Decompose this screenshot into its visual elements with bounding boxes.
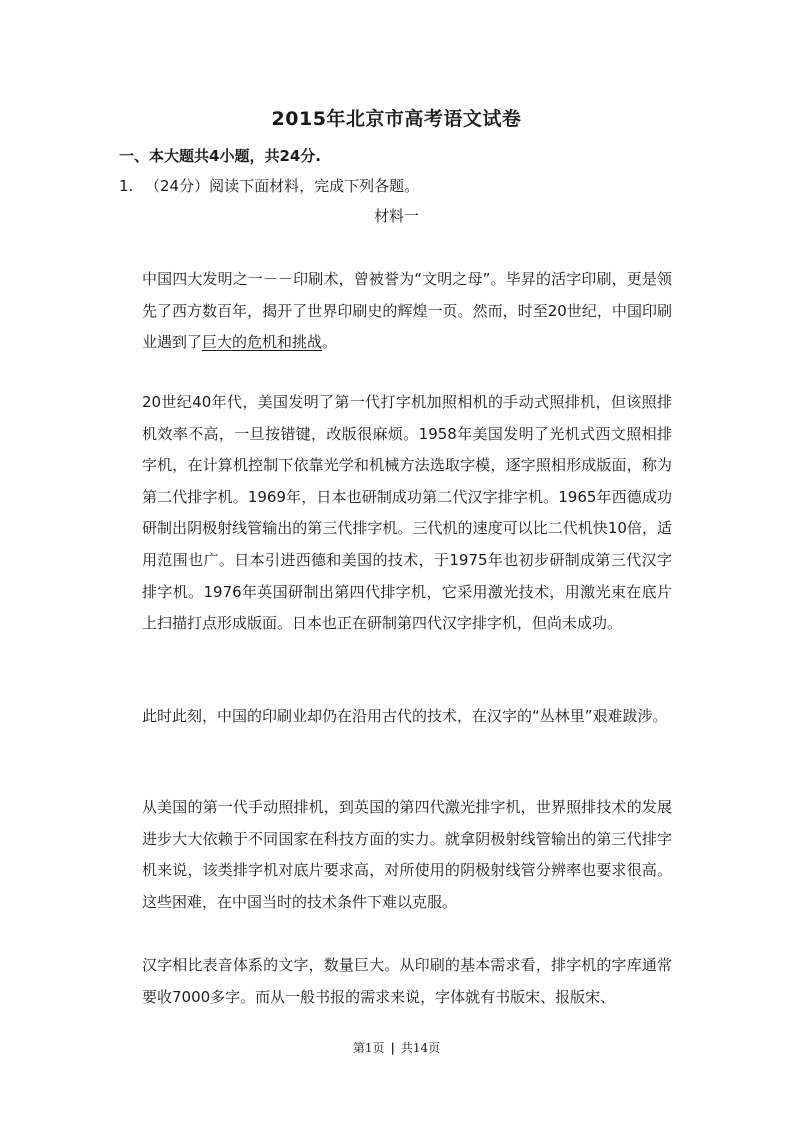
underlined-phrase: 巨大的危机和挑战	[202, 333, 323, 352]
page-total: 共14页	[400, 1041, 441, 1055]
paragraph-4: 从美国的第一代手动照排机，到英国的第四代激光排字机，世界照排技术的发展进步大大依赖于不同国家在科技方面的实力。就拿阴极射线管输出的第三代排字机来说，该类排字机对底片要求高，对所使用的阴极射线管分辨率也要求很高。这些困难，在中国当时的技术条件下难以克服。	[142, 798, 672, 911]
page-number: 第1页	[352, 1041, 385, 1055]
paragraph-2: 20世纪40年代，美国发明了第一代打字机加照相机的手动式照排机，但该照排机效率不高，一旦按错键，改版很麻烦。1958年美国发明了光机式西文照相排字机，在计算机控制下依靠光学和机械方法选取字模，逐字照相形成版面，称为第二代排字机。1969年，日本也研制成功第二代汉字排字机。1965年西德成功研制出阴极射线管输出的第三代排字机。三代机的速度可以比二代机快10倍，适用范围也广。日本引进西德和美国的技术，于1975年也初步研制成第三代汉字排字机。1976年英国研制出第四代排字机，它采用激光技术，用激光束在底片上扫描打点形成版面。日本也正在研制第四代汉字排字机，但尚未成功。	[142, 393, 672, 633]
question-prompt: （24分）阅读下面材料，完成下列各题。	[145, 177, 420, 195]
paragraph-1	[142, 264, 672, 359]
paragraph-3: 此时此刻，中国的印刷业却仍在沿用古代的技术，在汉字的“丛林里”艰难跋涉。	[142, 707, 668, 725]
question-1	[119, 175, 419, 196]
footer-separator: |	[390, 1041, 395, 1055]
paragraph-1-text: 中国四大发明之一－－印刷术，曾被誉为“文明之母”。毕昇的活字印刷，更是领先了西方数百年，揭开了世界印刷史的辉煌一页。然而，时至20世纪，中国印刷业遇到了	[142, 270, 672, 352]
paragraph-1-end: 。	[322, 333, 338, 352]
section-heading: 一、本大题共4小题，共24分.	[119, 147, 322, 165]
document-title: 2015年北京市高考语文试卷	[271, 108, 522, 130]
page-footer	[0, 1039, 793, 1056]
question-number: 1.	[119, 177, 134, 195]
material-title: 材料一	[373, 207, 419, 225]
paragraph-5: 汉字相比表音体系的文字，数量巨大。从印刷的基本需求看，排字机的字库通常要收7000多字。而从一般书报的需求来说，字体就有书版宋、报版宋、	[142, 956, 672, 1006]
